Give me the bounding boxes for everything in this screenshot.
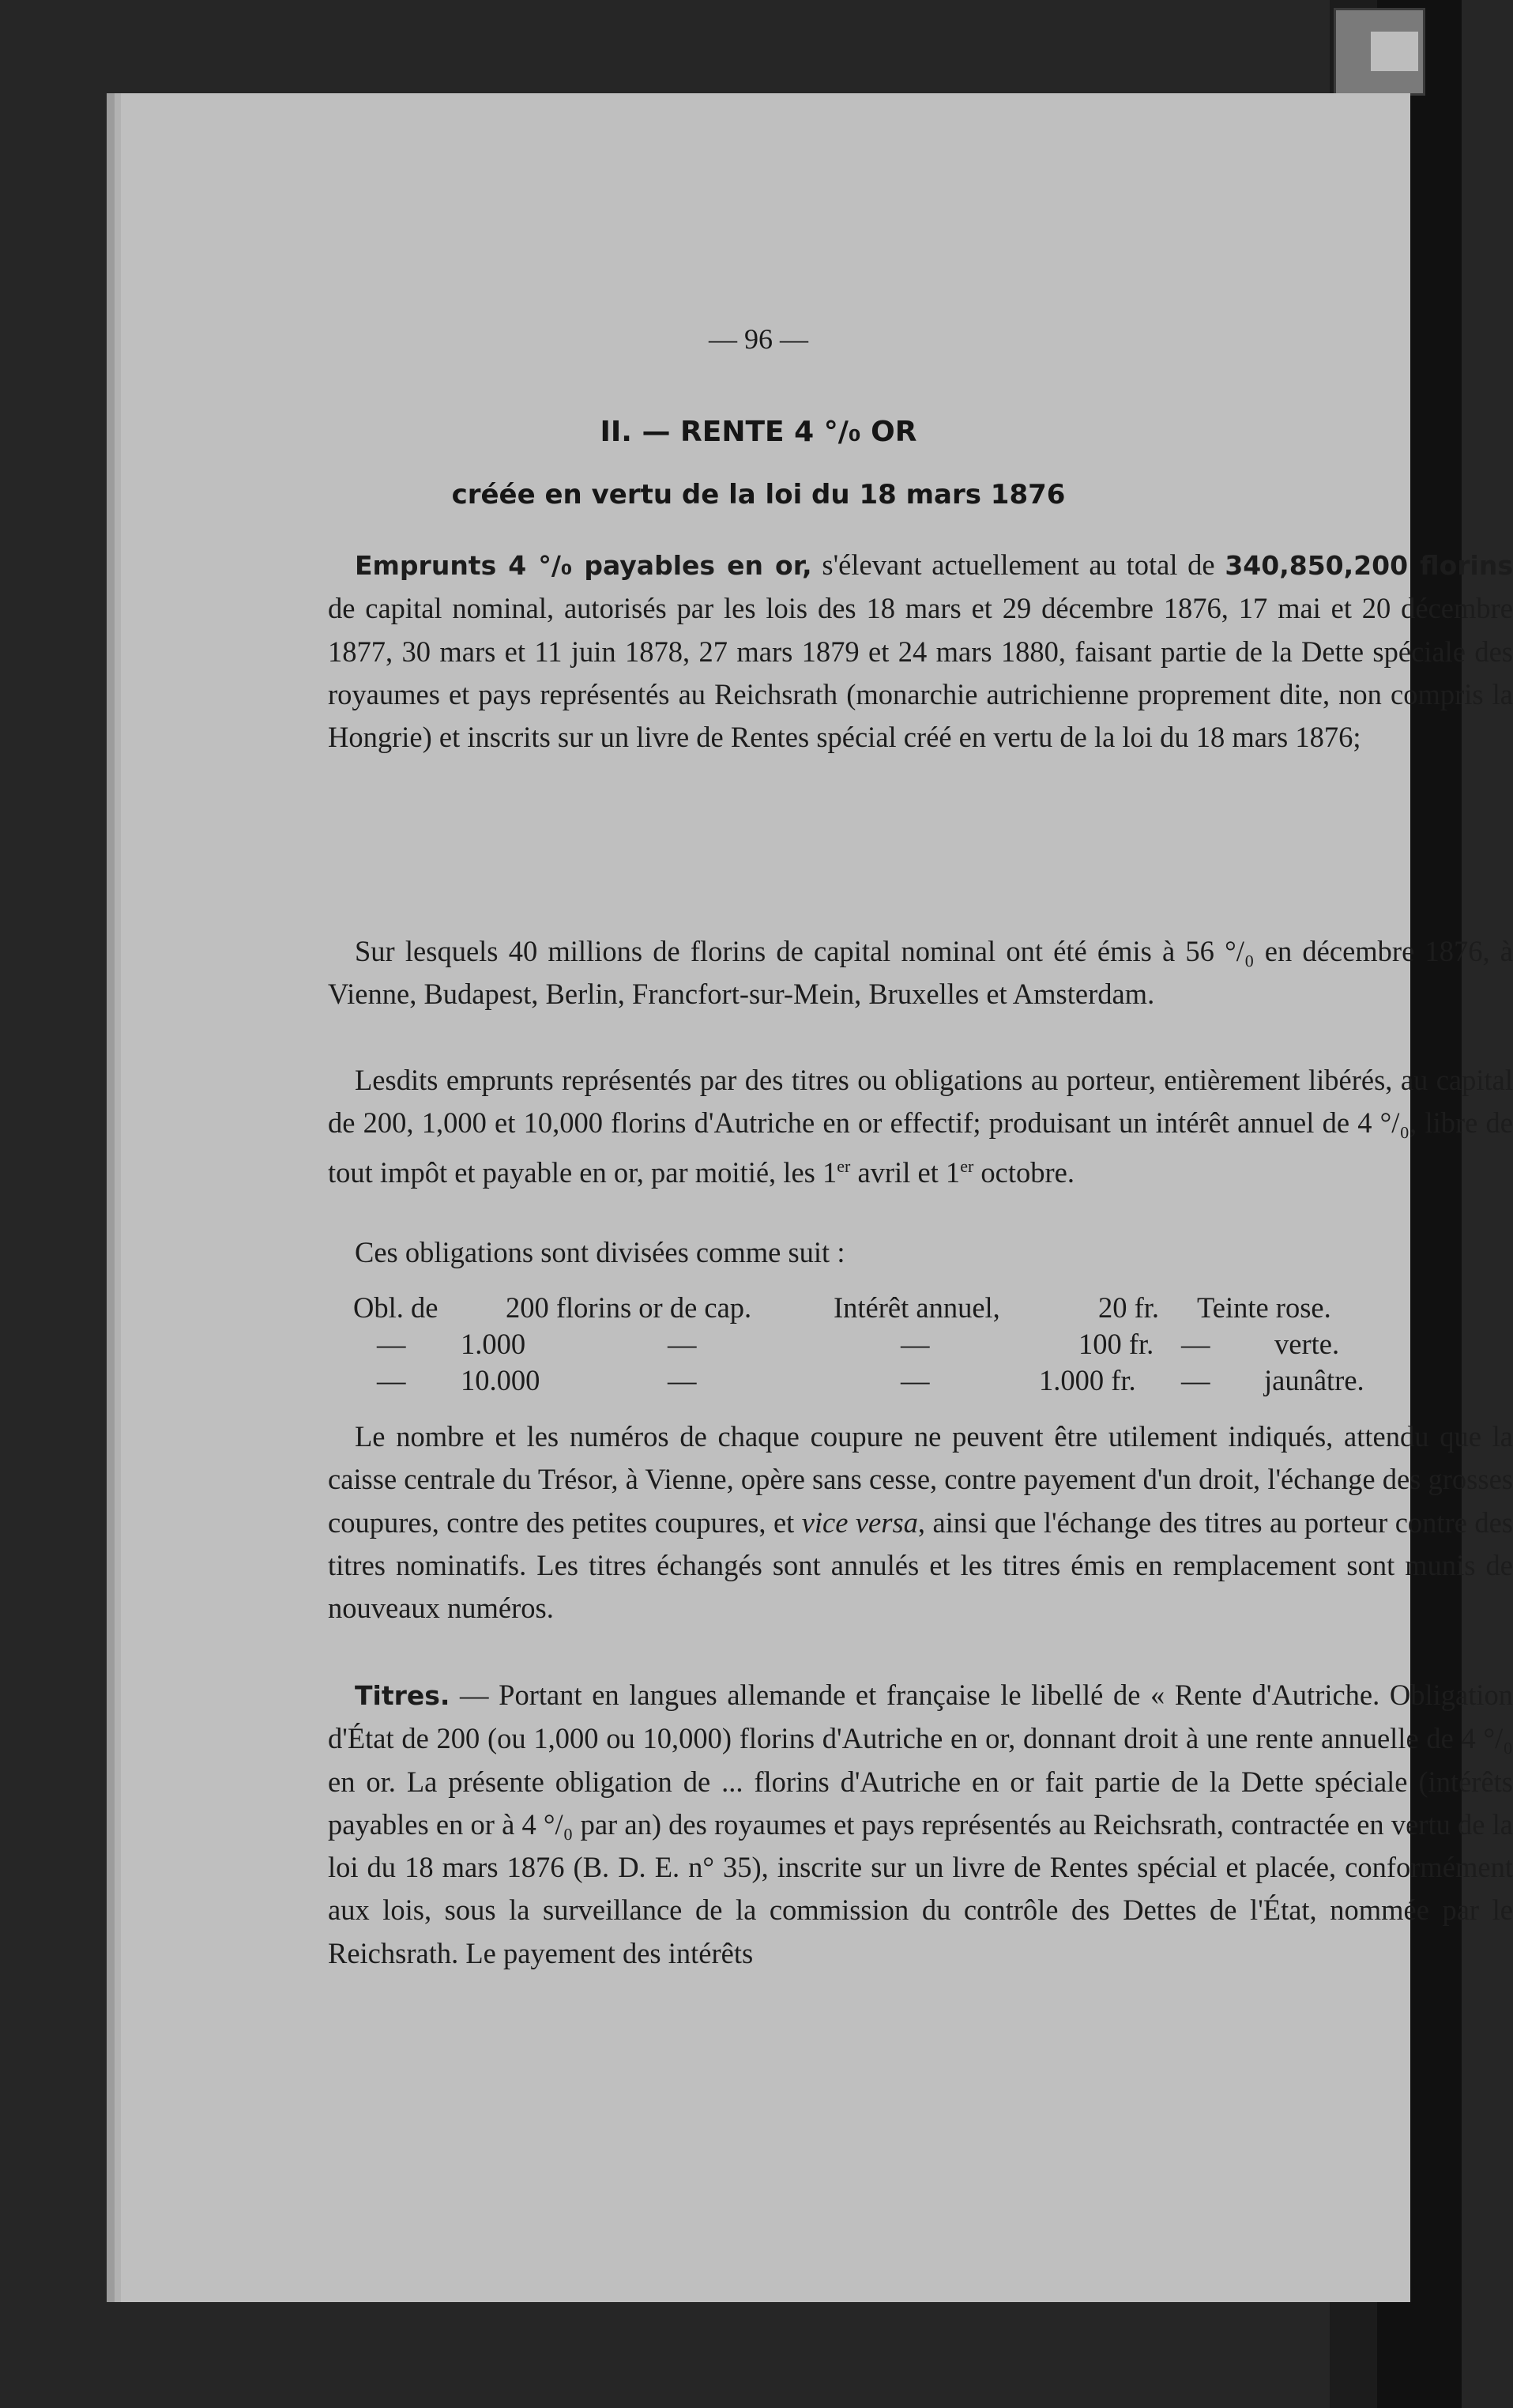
table-cell: Obl. de [353,1291,438,1324]
binder-clip-highlight [1371,32,1418,71]
table-cell: jaunâtre. [1264,1364,1364,1396]
table-cell: — [377,1328,406,1360]
table-cell: — [377,1364,406,1396]
table-cell: — [1181,1364,1210,1396]
table-cell: Intérêt annuel, [834,1291,1000,1324]
table-cell: 100 fr. [1078,1328,1154,1360]
table-row [328,1363,1513,1400]
table-cell: — [901,1364,930,1396]
table-cell: — [901,1328,930,1360]
table-cell: 10.000 [461,1364,540,1396]
paragraph-coupures: Le nombre et les numéros de chaque coupure ne peuvent être utilement indiqués, attendu que la caisse centrale du Trésor, à Vienne, opère sans cesse, contre payement d'un droit, l'échange des grosses coupures, contre des petites coupures, et vice versa, ainsi que l'échange des titres au porteur contre des titres nominatifs. Les titres échangés sont annulés et les titres émis en remplacement sont munis de nouveaux numéros. [328,1420,1513,1625]
table-cell: — [668,1328,697,1360]
coupure-table [328,1291,1513,1400]
section-subtitle: créée en vertu de la loi du 18 mars 1876 [451,479,1066,511]
lead-titres: Titres. [355,1680,450,1711]
amount-total: 340,850,200 florins [1225,550,1513,581]
table-cell: 1.000 fr. [1039,1364,1136,1396]
section-title: II. — RENTE 4 °/₀ OR [600,416,917,448]
table-row [328,1291,1513,1327]
lead-emprunts: Emprunts 4 °/₀ payables en or, [355,550,812,581]
table-cell: 20 fr. [1098,1291,1160,1324]
document-page [107,93,1513,2302]
paragraph-division: Ces obligations sont divisées comme suit : [355,1236,845,1268]
table-cell: — [1181,1328,1210,1360]
table-cell: Teinte rose. [1197,1291,1331,1324]
table-cell: — [668,1364,697,1396]
table-row [328,1327,1513,1363]
table-cell: verte. [1274,1328,1340,1360]
table-cell: 200 florins or de cap. [506,1291,752,1324]
paragraph-titres-porteur: Lesdits emprunts représentés par des titres ou obligations au porteur, entièrement libérés, au capital de 200, 1,000 et 10,000 florins d'Autriche en or effectif; produisant un intérêt annuel de 4 °/₀, libre de tout impôt et payable en or, par moitié, les 1er avril et 1er octobre. [328,1064,1513,1189]
paragraph-emprunts: Emprunts 4 °/₀ payables en or, s'élevant actuellement au total de 340,850,200 florins de capital nominal, autorisés par les lois des 18 mars et 29 décembre 1876, 17 mai et 20 décembre 1877, 30 mars et 11 juin 1878, 27 mars 1879 et 24 mars 1880, faisant partie de la Dette spéciale des royaumes et pays représentés au Reichsrath (monarchie autrichienne proprement dite, non compris la Hongrie) et inscrits sur un livre de Rentes spécial créé en vertu de la loi du 18 mars 1876; [328,548,1513,754]
table-cell: 1.000 [461,1328,526,1360]
paragraph-titres: Titres. — Portant en langues allemande et française le libellé de « Rente d'Autriche. Obligation d'État de 200 (ou 1,000 ou 10,000) florins d'Autriche en or, donnant droit à une rente annuelle de 4 °/₀ en or. La présente obligation de ... florins d'Autriche en or fait partie de la Dette spéciale (intérêts payables en or à 4 °/₀ par an) des royaumes et pays représentés au Reichsrath, contractée en vertu de la loi du 18 mars 1876 (B. D. E. n° 35), inscrite sur un livre de Rentes spécial et placée, conformément aux lois, sous la surveillance de la commission du contrôle des Dettes de l'État, nommée par le Reichsrath. Le payement des intérêts [328,1679,1513,1969]
paragraph-emission: Sur lesquels 40 millions de florins de capital nominal ont été émis à 56 °/₀ en décembre 1876, à Vienne, Budapest, Berlin, Francfort-sur-Mein, Bruxelles et Amsterdam. [328,935,1513,1011]
page-number: — 96 — [709,323,808,355]
